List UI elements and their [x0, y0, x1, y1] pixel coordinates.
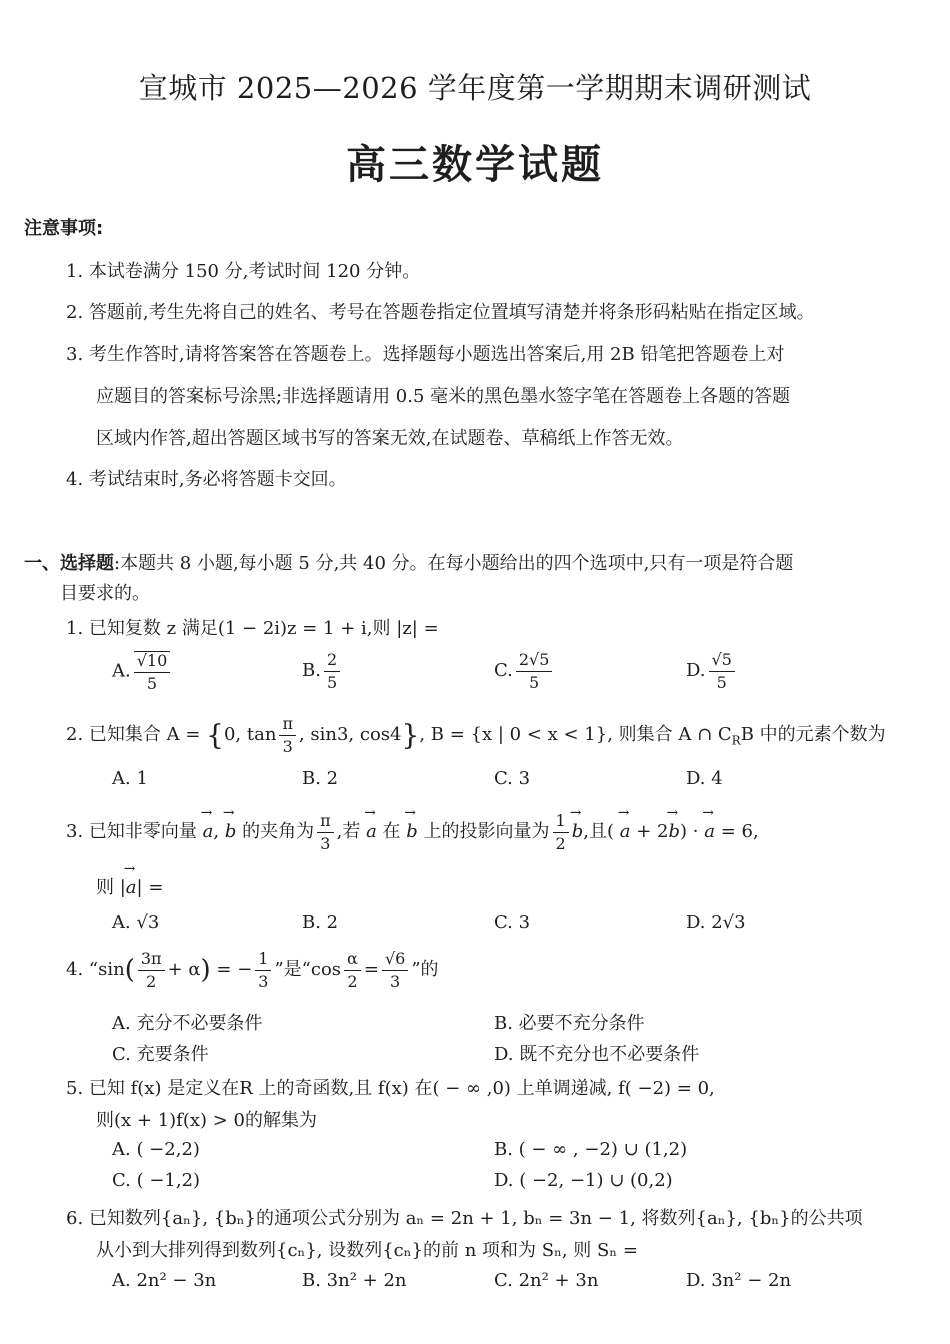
q6-option-d: D. 3n² − 2n [686, 1270, 792, 1291]
q1-option-a: A. $\frac{√10}{5}$ [112, 651, 173, 692]
q5-option-b: B. ( − ∞ , −2) ∪ (1,2) [494, 1139, 688, 1160]
notice-item-3-cont-1: 应题目的答案标号涂黑;非选择题请用 0.5 毫米的黑色墨水签字笔在答题卷上各题的答题 [96, 386, 791, 407]
question-3-stem: 3. 已知非零向量 → a, → b 的夹角为 $\frac{\pi}{3}$ ,若 → a 在 → b 上的投影向量为 $\frac{1}{2}$ → b,且( → a + 2→ b) · → a = 6, [66, 812, 759, 852]
section-label: 一、选择题 [24, 553, 114, 574]
notice-item-2: 2. 答题前,考生先将自己的姓名、考号在答题卷指定位置填写清楚并将条形码粘贴在指定区域。 [66, 302, 815, 323]
question-3-stem-cont: 则 |→ a| = [96, 873, 163, 899]
section-desc: :本题共 8 小题,每小题 5 分,共 40 分。在每小题给出的四个选项中,只有一项是符合题 [114, 553, 794, 574]
notice-item-1: 1. 本试卷满分 150 分,考试时间 120 分钟。 [66, 261, 421, 282]
question-1-stem: 1. 已知复数 z 满足(1 − 2i)z = 1 + i,则 |z| = [66, 618, 439, 639]
q1-option-b: B. $\frac{2}{5}$ [302, 651, 343, 691]
question-6-stem-cont: 从小到大排列得到数列{cₙ}, 设数列{cₙ}的前 n 项和为 Sₙ, 则 Sₙ = [96, 1240, 638, 1261]
q3-option-c: C. 3 [494, 912, 531, 933]
q2-option-a: A. 1 [112, 768, 148, 789]
q6-option-c: C. 2n² + 3n [494, 1270, 599, 1291]
question-5-stem: 5. 已知 f(x) 是定义在R 上的奇函数,且 f(x) 在( − ∞ ,0) 上单调递减, f( −2) = 0, [66, 1078, 715, 1099]
question-2-stem: 2. 已知集合 A = {0, tan $\frac{\pi}{3}$ , sin3, cos4}, B = {x | 0 < x < 1}, 则集合 A ∩ $C_RB$ 中的元素个数为 [66, 714, 886, 756]
q3-option-d: D. 2√3 [686, 912, 746, 933]
q3-option-a: A. √3 [112, 912, 160, 933]
q4-option-b: B. 必要不充分条件 [494, 1013, 645, 1034]
q6-option-a: A. 2n² − 3n [112, 1270, 217, 1291]
section-heading [24, 549, 793, 575]
q2-option-d: D. 4 [686, 768, 723, 789]
exam-header: 宣城市 2025—2026 学年度第一学期期末调研测试 [138, 71, 812, 105]
q5-option-d: D. ( −2, −1) ∪ (0,2) [494, 1170, 673, 1191]
q5-option-c: C. ( −1,2) [112, 1170, 201, 1191]
question-5-stem-cont: 则(x + 1)f(x) > 0的解集为 [96, 1110, 318, 1131]
notice-item-3-cont-2: 区域内作答,超出答题区域书写的答案无效,在试题卷、草稿纸上作答无效。 [96, 428, 684, 449]
question-6-stem: 6. 已知数列{aₙ}, {bₙ}的通项公式分别为 aₙ = 2n + 1, bₙ = 3n − 1, 将数列{aₙ}, {bₙ}的公共项 [66, 1208, 863, 1229]
q5-option-a: A. ( −2,2) [112, 1139, 200, 1160]
q3-option-b: B. 2 [302, 912, 339, 933]
section-desc-cont: 目要求的。 [60, 583, 150, 604]
q2-option-c: C. 3 [494, 768, 531, 789]
page-title: 高三数学试题 [346, 142, 604, 188]
q1-option-d: D. $\frac{√5}{5}$ [686, 651, 738, 691]
q4-option-a: A. 充分不必要条件 [112, 1013, 263, 1034]
q2-option-b: B. 2 [302, 768, 339, 789]
q4-option-c: C. 充要条件 [112, 1044, 209, 1065]
q1-option-c: C. $\frac{2√5}{5}$ [494, 651, 555, 691]
notice-item-3: 3. 考生作答时,请将答案答在答题卷上。选择题每小题选出答案后,用 2B 铅笔把答题卷上对 [66, 344, 785, 365]
q6-option-b: B. 3n² + 2n [302, 1270, 407, 1291]
q4-option-d: D. 既不充分也不必要条件 [494, 1044, 700, 1065]
question-4-stem: 4. “sin( $\frac{3\pi}{2}$ + α) = − $\frac{1}{3}$ ”是“cos $\frac{\alpha}{2}$ = $\frac{√6}{3}$ ”的 [66, 949, 439, 991]
notice-heading: 注意事项: [24, 218, 104, 239]
notice-item-4: 4. 考试结束时,务必将答题卡交回。 [66, 469, 347, 490]
